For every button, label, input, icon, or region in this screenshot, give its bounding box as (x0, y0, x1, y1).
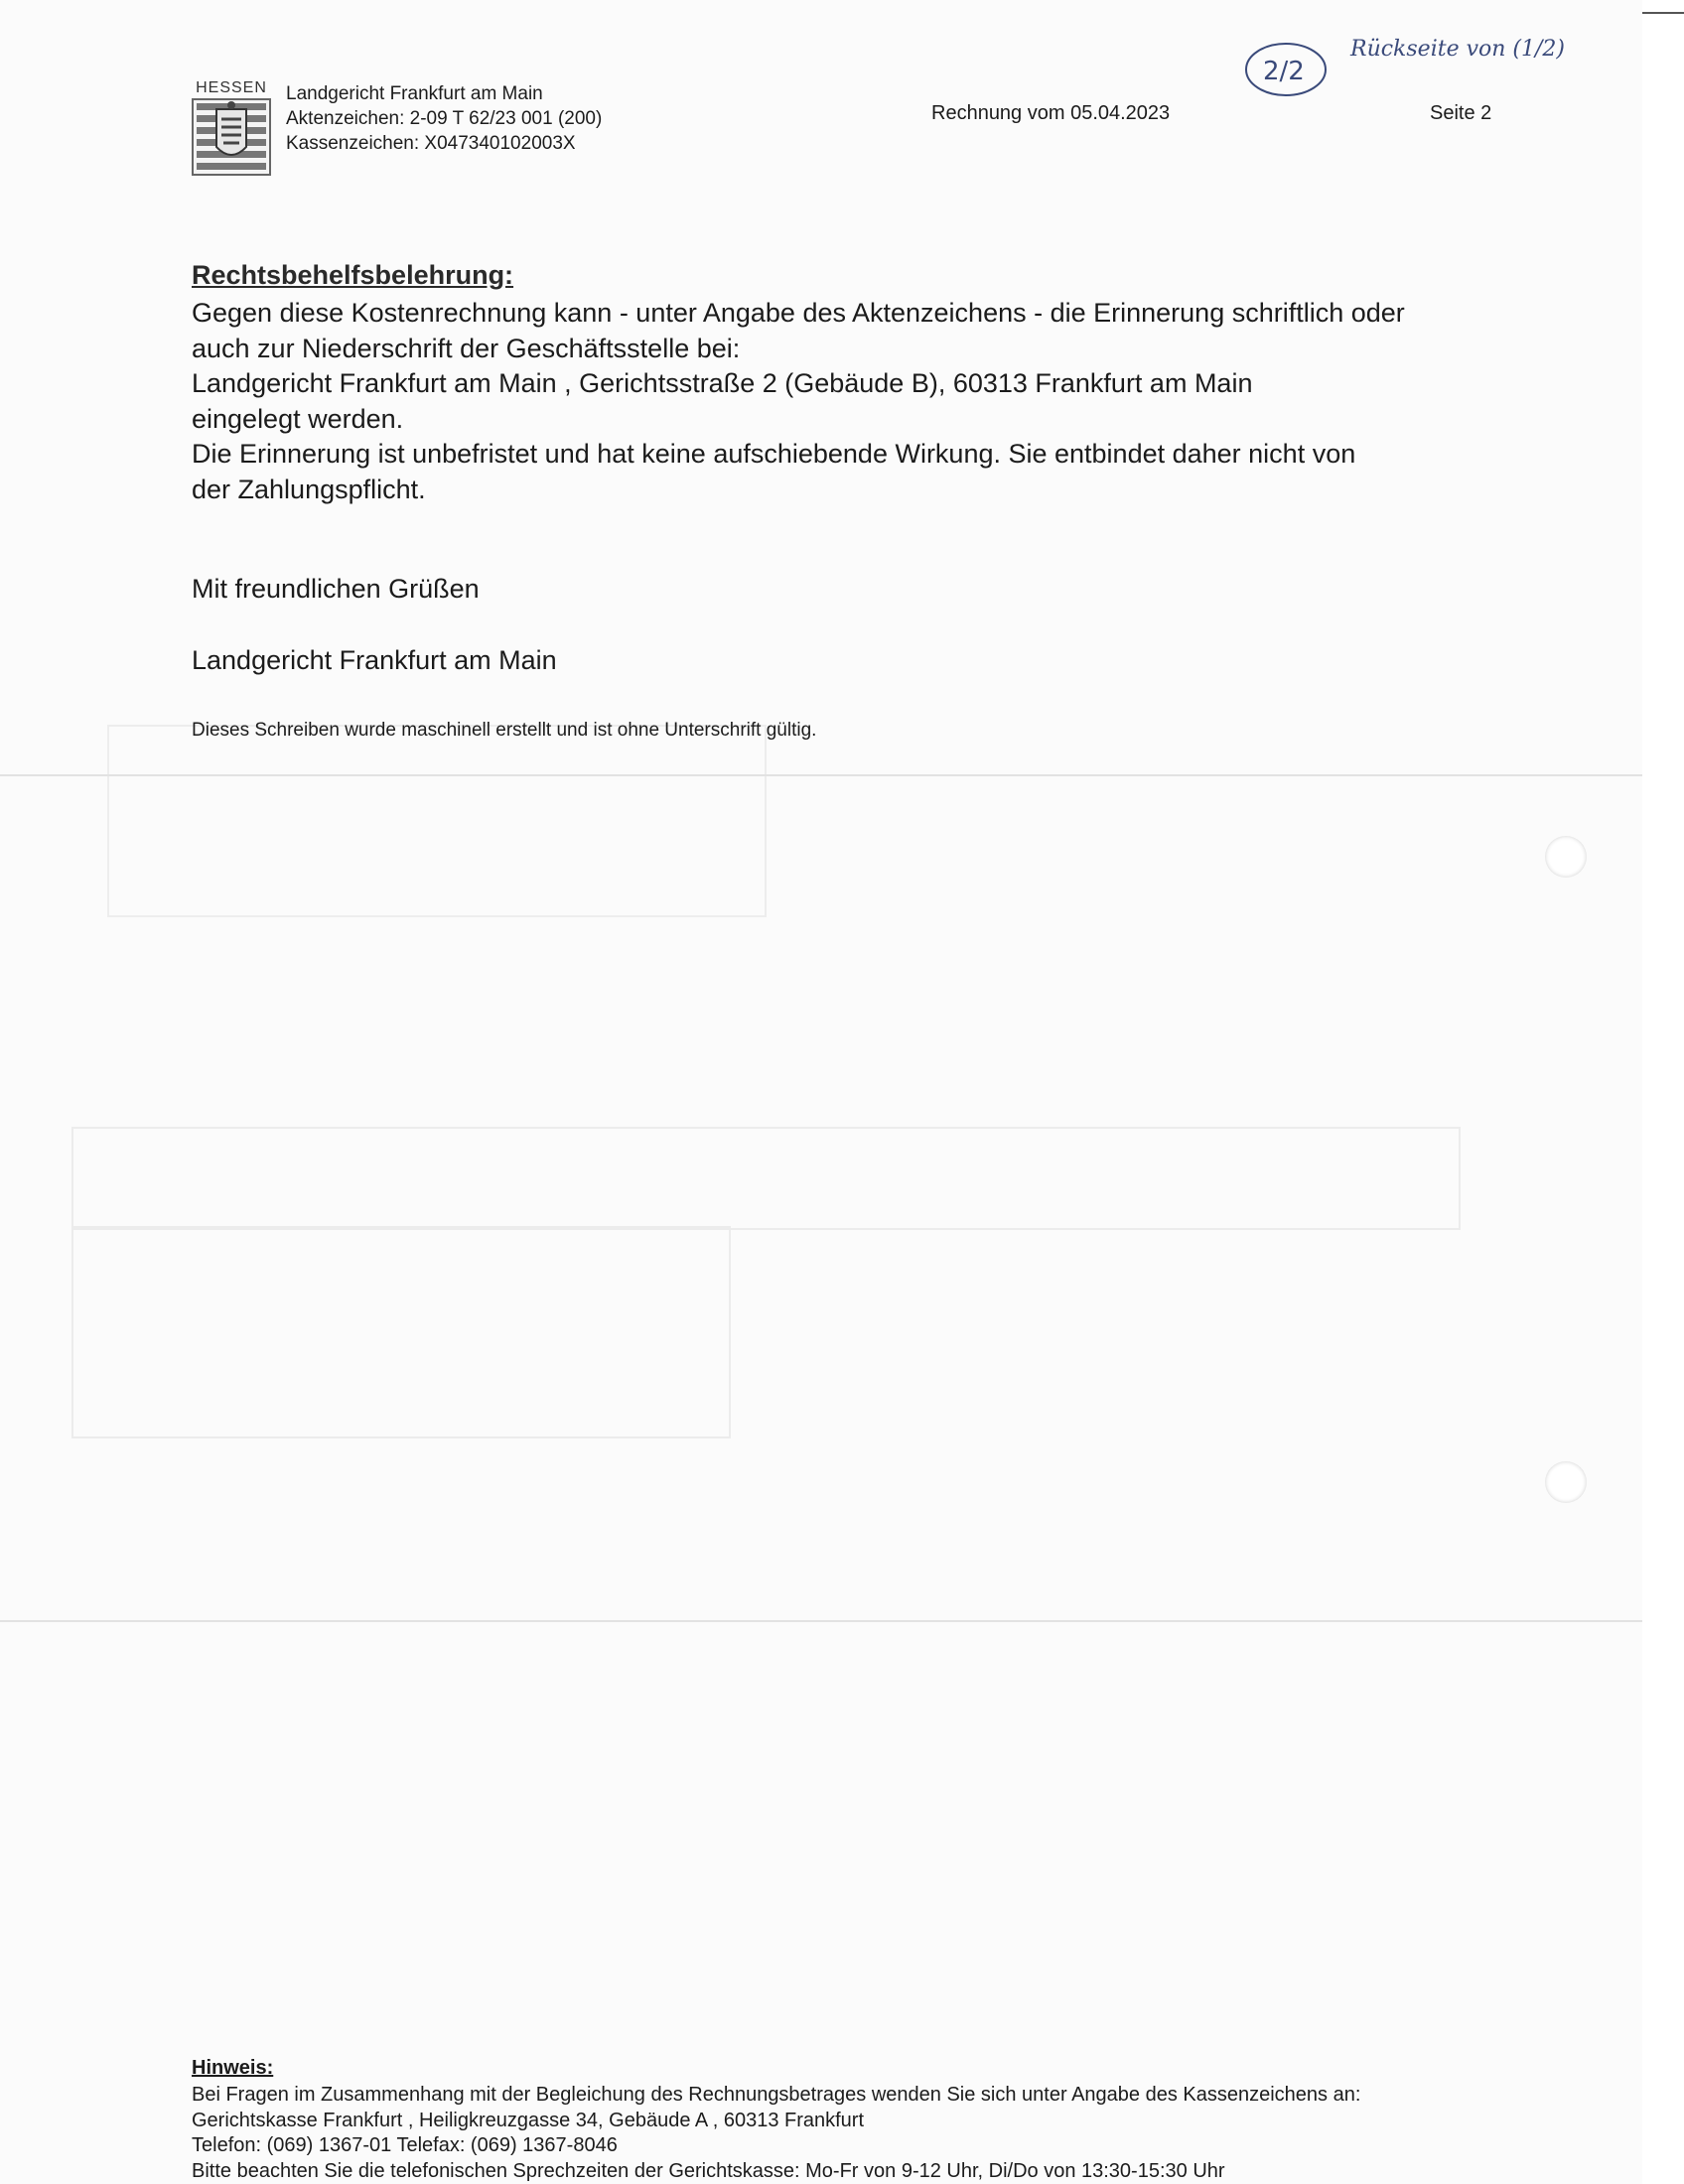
remedy-line: eingelegt werden. (192, 403, 404, 434)
crest-shield-icon (191, 97, 272, 177)
crest-label: HESSEN (196, 79, 267, 96)
remedy-line: Landgericht Frankfurt am Main , Gerichtsstraße 2 (Gebäude B), 60313 Frankfurt am Main (192, 368, 1253, 398)
footer-heading: Hinweis: (192, 2057, 274, 2079)
footer-line: Gerichtskasse Frankfurt , Heiligkreuzgasse 34, Gebäude A , 60313 Frankfurt (192, 2109, 865, 2131)
footer-text (192, 2083, 1360, 2184)
footer-line: Telefon: (069) 1367-01 Telefax: (069) 1367-8046 (192, 2134, 618, 2156)
remedy-line: der Zahlungspflicht. (192, 474, 426, 504)
paper-fold (0, 774, 1642, 776)
paper-fold-2 (0, 1620, 1642, 1622)
footer-line: Bitte beachten Sie die telefonischen Sprechzeiten der Gerichtskasse: Mo-Fr von 9-12 Uhr, Di/Do von 13:30-15:30 Uhr (192, 2159, 1225, 2182)
remedy-heading: Rechtsbehelfsbelehrung: (192, 260, 514, 290)
remedy-text (192, 296, 1582, 507)
remedy-line: auch zur Niederschrift der Geschäftsstelle bei: (192, 333, 741, 363)
handwritten-note: Rückseite von (1/2) (1350, 37, 1565, 62)
punch-hole-icon (1545, 836, 1587, 878)
handwritten-page: 2/2 (1263, 57, 1305, 86)
file-number: Aktenzeichen: 2-09 T 62/23 001 (200) (286, 108, 603, 129)
machine-generated-note: Dieses Schreiben wurde maschinell erstellt und ist ohne Unterschrift gültig. (192, 720, 817, 741)
court-header (286, 81, 602, 156)
court-name: Landgericht Frankfurt am Main (286, 83, 543, 104)
footer-line: Bei Fragen im Zusammenhang mit der Begleichung des Rechnungsbetrages wenden Sie sich unter Angabe des Kassenzeichens an: (192, 2084, 1361, 2106)
punch-hole-icon (1545, 1461, 1587, 1503)
cash-number: Kassenzeichen: X047340102003X (286, 133, 576, 154)
show-through-box (107, 725, 767, 917)
scan-edge (1642, 0, 1684, 2184)
remedy-line: Die Erinnerung ist unbefristet und hat keine aufschiebende Wirkung. Sie entbindet daher nicht von (192, 439, 1356, 469)
invoice-date: Rechnung vom 05.04.2023 (931, 102, 1171, 124)
hessen-coat-of-arms-icon (191, 79, 272, 185)
handwritten-annotation (1241, 22, 1565, 101)
closing-signature: Landgericht Frankfurt am Main (192, 645, 557, 675)
page-number: Seite 2 (1430, 102, 1492, 124)
show-through-table (71, 1127, 1461, 1230)
closing-greeting: Mit freundlichen Grüßen (192, 574, 480, 604)
show-through-table-2 (71, 1226, 731, 1438)
remedy-line: Gegen diese Kostenrechnung kann - unter Angabe des Aktenzeichens - die Erinnerung schriftlich oder (192, 298, 1405, 328)
